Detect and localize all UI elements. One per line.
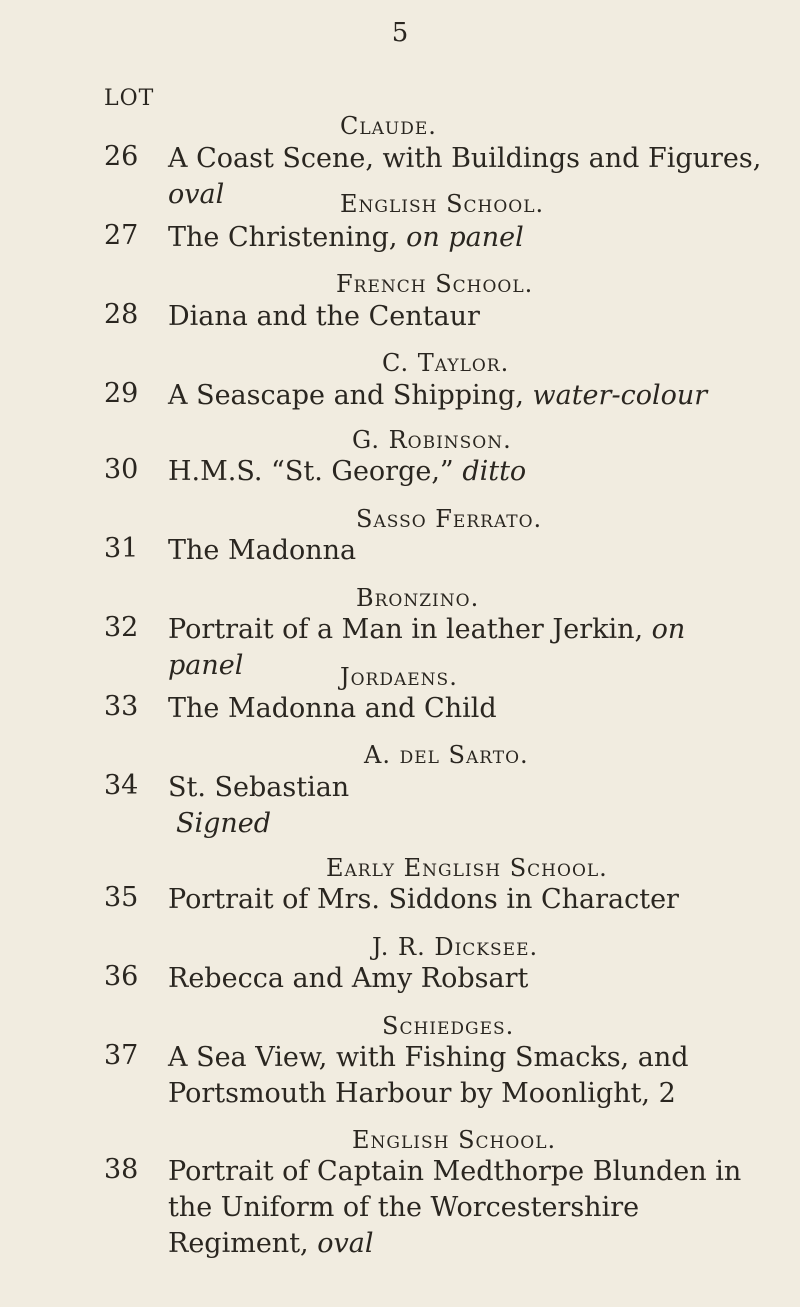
lot-number: 33 (104, 691, 139, 722)
lot-number: 36 (104, 961, 139, 992)
lot-number: 34 (104, 770, 139, 801)
lot-title (168, 691, 768, 727)
artist-name: C. Taylor. (382, 349, 510, 377)
title-text: Portrait of a Man in leather Jerkin, (168, 614, 652, 645)
lot-column-header: LOT (104, 86, 155, 111)
title-text: Diana and the Centaur (168, 301, 480, 332)
medium-note: oval (168, 179, 225, 210)
title-text: Rebecca and Amy Robsart (168, 963, 529, 994)
title-text: The Madonna and Child (168, 693, 497, 724)
artist-name: French School. (336, 270, 534, 298)
title-text: A Sea View, with Fishing Smacks, and Portsmouth Harbour by Moonlight, 2 (168, 1042, 689, 1109)
artist-name: English School. (340, 190, 545, 218)
lot-number: 32 (104, 612, 139, 643)
lot-title (168, 533, 768, 569)
lot-title (168, 1154, 768, 1262)
artist-name: English School. (352, 1126, 557, 1154)
lot-number: 37 (104, 1040, 139, 1071)
title-text: Portrait of Mrs. Siddons in Character (168, 884, 679, 915)
artist-name: Bronzino. (356, 584, 480, 612)
title-text: The Christening, (168, 222, 407, 253)
artist-name: G. Robinson. (352, 426, 512, 454)
lot-number: 29 (104, 378, 139, 409)
lot-title (168, 1040, 768, 1112)
lot-title (168, 882, 768, 918)
medium-note: water-colour (532, 380, 708, 411)
lot-number: 28 (104, 299, 139, 330)
artist-name: Claude. (340, 112, 437, 140)
lot-title (168, 220, 768, 256)
signed-note: Signed (176, 808, 272, 839)
lot-number: 38 (104, 1154, 139, 1185)
medium-note: ditto (462, 456, 527, 487)
title-text: H.M.S. “St. George,” (168, 456, 463, 487)
lot-title (168, 961, 768, 997)
lot-number: 31 (104, 533, 139, 564)
medium-note: on panel (168, 614, 686, 681)
lot-number: 30 (104, 454, 139, 485)
artist-name: Early English School. (326, 854, 608, 882)
title-text: St. Sebastian (168, 772, 350, 803)
title-text: The Madonna (168, 535, 357, 566)
page-number: 5 (391, 18, 409, 48)
lot-title (168, 299, 768, 335)
lot-title (168, 454, 768, 490)
title-text: Portrait of Captain Medthorpe Blunden in the Uniform of the Worcestershire Regiment, (168, 1156, 742, 1259)
title-text: A Coast Scene, with Buildings and Figures, (168, 143, 762, 174)
medium-note: on panel (406, 222, 524, 253)
lot-title (168, 612, 768, 684)
artist-name: J. R. Dicksee. (372, 933, 539, 961)
lot-number: 27 (104, 220, 139, 251)
artist-name: Jordaens. (340, 663, 458, 691)
title-text: A Seascape and Shipping, (168, 380, 533, 411)
lot-number: 26 (104, 141, 139, 172)
artist-name: Schiedges. (382, 1012, 515, 1040)
lot-number: 35 (104, 882, 139, 913)
lot-title (168, 378, 768, 414)
artist-name: Sasso Ferrato. (356, 505, 543, 533)
medium-note: oval (317, 1228, 374, 1259)
lot-title (168, 770, 768, 842)
artist-name: A. del Sarto. (364, 741, 529, 769)
